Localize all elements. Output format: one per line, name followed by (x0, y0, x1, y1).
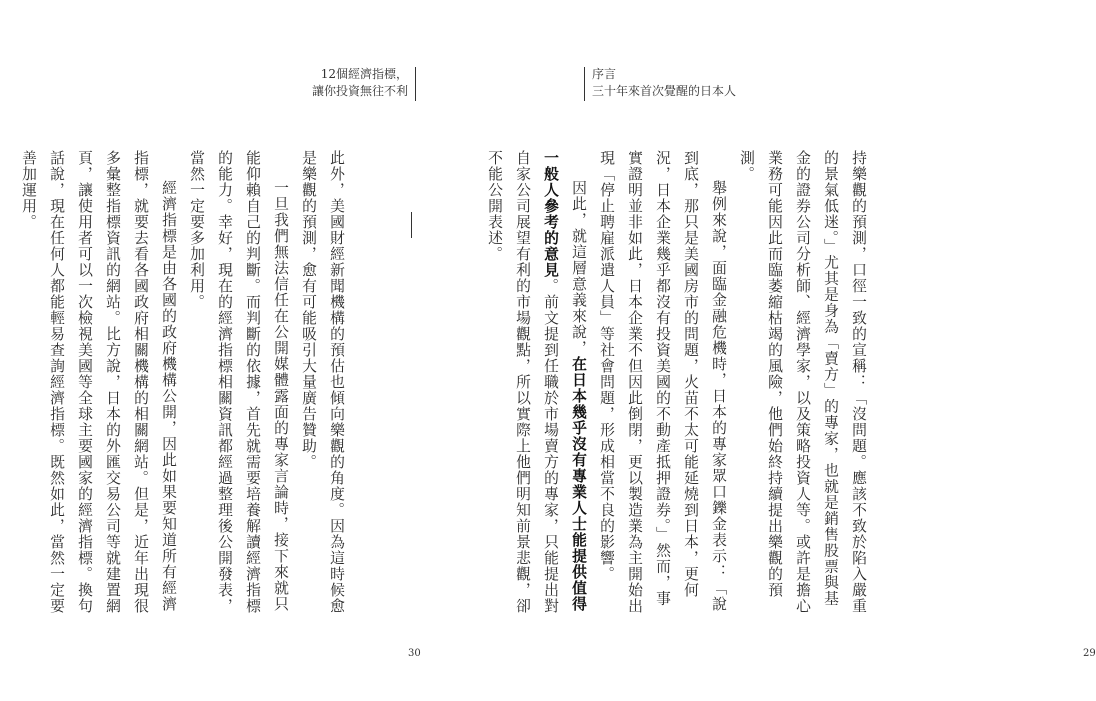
right-paragraph-3 (480, 150, 592, 620)
left-page-number: 30 (408, 648, 421, 659)
left-running-head-line-2: 讓你投資無往不利 (311, 84, 408, 98)
right-paragraph-3-lead: 因此，就這層意義來說， (570, 179, 587, 356)
right-paragraph-1: 持樂觀的預測，口徑一致的宣稱：「沒問題。應該不致於陷入嚴重的景氣低迷。」尤其是身為「賣方」的專家，也就是銷售股票與基金的證券公司分析師、經濟學家，以及策略投資人等。或許是擔心業務可能因此而臨萎縮枯竭的風險，他們始終持續提出樂觀的預測。 (738, 150, 867, 614)
right-running-head-line-1: 序言 (592, 67, 617, 81)
right-page (486, 0, 1096, 701)
right-paragraph-2: 舉例來說，面臨金融危機時，日本的專家眾口鑠金表示：「說到底，那只是美國房市的問題，火苗不太可能延燒到日本，更何況，日本企業幾乎都沒有投資美國的不動產抵押證券。」然而，事實證明並非如此，日本企業不但因此倒閉，更以製造業為主開始出現「停止聘雇派遣人員」等社會問題，形成相當不良的影響。 (598, 150, 727, 614)
right-page-number: 29 (1083, 648, 1096, 659)
right-running-head (592, 66, 736, 100)
right-running-head-line-2: 三十年來首次覺醒的日本人 (592, 84, 737, 98)
left-running-head (312, 66, 408, 100)
left-paragraph-2: 一旦我們無法信任在公開媒體露面的專家言論時，接下來就只能仰賴自己的判斷。而判斷的依據，首先就需要培養解讀經濟指標的能力。幸好，現在的經濟指標相關資訊都經過整理後公開發表，當然一定要多加利用。 (188, 150, 289, 614)
right-paragraph-3-rest: 。前文提到任職於市場賣方的專家，只能提出對自家公司展望有利的市場觀點，所以實際上他們明知前景悲觀，卻不能公開表述。 (486, 150, 559, 614)
left-body-text (20, 150, 350, 620)
right-paragraph-3-emphasis: 在日本幾乎沒有專業人士能提供值得一般人參考的意見 (542, 150, 587, 612)
right-body-text (486, 150, 872, 620)
section-divider-mark (411, 212, 412, 238)
left-running-head-line-1: 12個經濟指標， (320, 67, 408, 81)
left-paragraph-1: 此外，美國財經新聞機構的預估也傾向樂觀的角度。因為這時候愈是樂觀的預測，愈有可能吸引大量廣告贊助。 (300, 150, 345, 614)
left-paragraph-3: 經濟指標是由各國的政府機構公開，因此如果要知道所有經濟指標，就要去看各國政府相關機構的相關網站。但是，近年出現很多彙整指標資訊的網站。比方說，日本的外匯交易公司等就建置網頁，讓使用者可以一次檢視美國等全球主要國家的經濟指標。換句話說，現在任何人都能輕易查詢經濟指標。既然如此，當然一定要善加運用。 (20, 150, 177, 614)
left-page (0, 0, 500, 701)
